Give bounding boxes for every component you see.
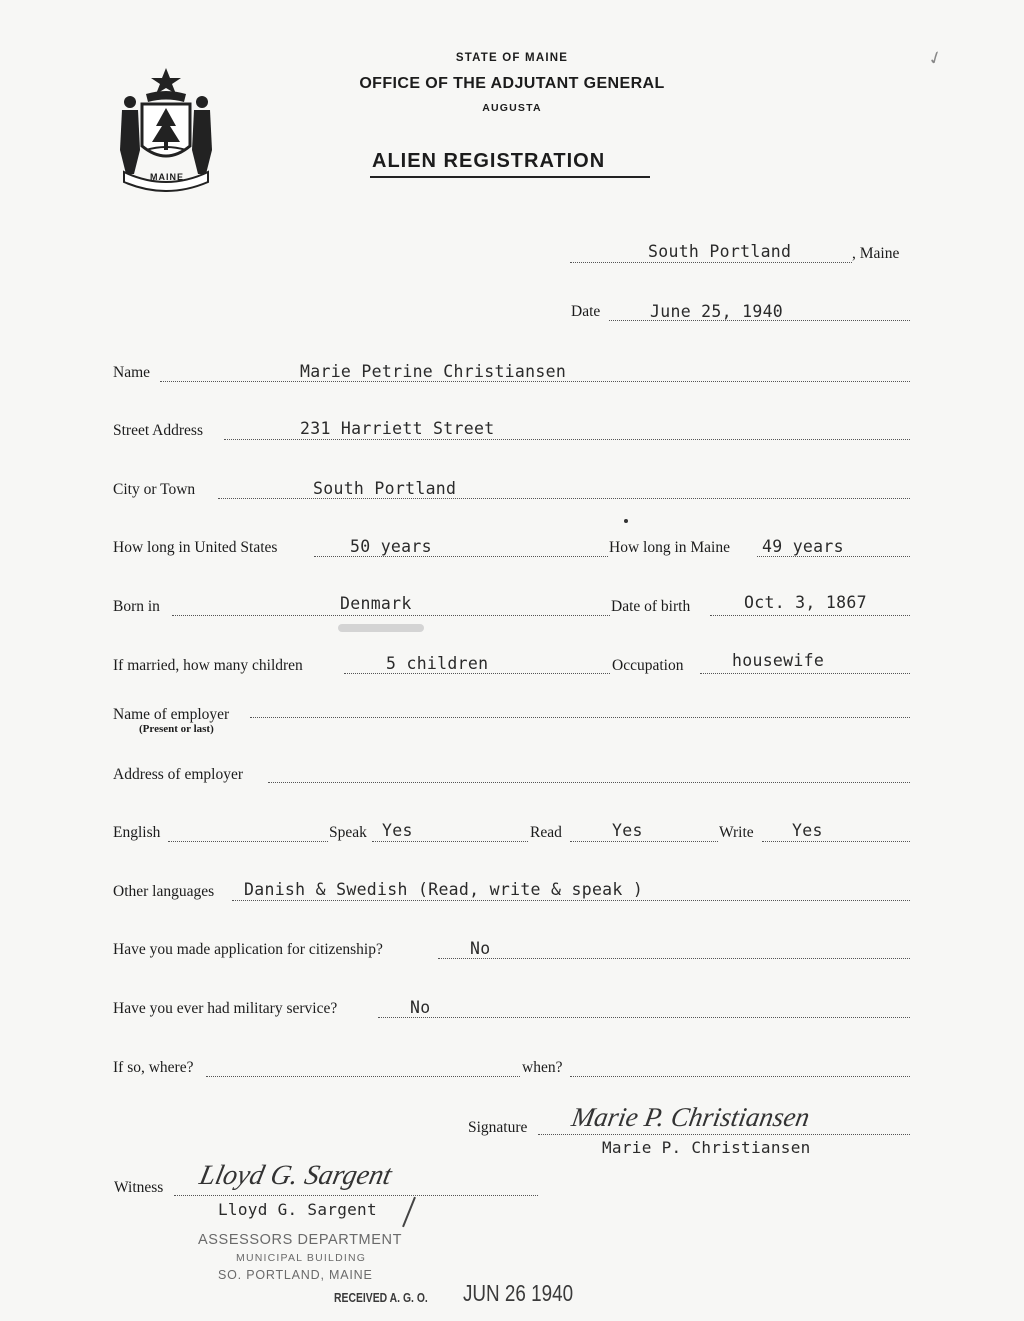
children-value: 5 children	[386, 654, 489, 673]
check-mark-icon: ✓	[924, 46, 946, 71]
street-label: Street Address	[113, 422, 203, 439]
maine-duration-dots	[757, 556, 910, 557]
write-dots	[762, 841, 910, 842]
employer-sublabel: (Present or last)	[139, 723, 214, 735]
received-stamp-prefix: RECEIVED A. G. O.	[334, 1290, 428, 1305]
name-label: Name	[113, 364, 151, 381]
place-suffix: , Maine	[852, 245, 900, 262]
occupation-label: Occupation	[612, 657, 684, 674]
city-dots	[218, 498, 910, 499]
dob-dots	[710, 615, 910, 616]
speak-dots	[372, 841, 528, 842]
name-dots	[160, 381, 910, 382]
us-duration-dots	[314, 556, 608, 557]
speak-label: Speak	[329, 824, 367, 841]
dob-label: Date of birth	[611, 598, 691, 615]
where-dots	[206, 1076, 520, 1077]
signature-typed: Marie P. Christiansen	[602, 1138, 811, 1157]
born-in-label: Born in	[113, 598, 160, 615]
children-dots	[344, 673, 610, 674]
place-value: South Portland	[648, 242, 792, 261]
header-state: STATE OF MAINE	[455, 52, 569, 64]
witness-dots	[174, 1195, 538, 1196]
other-languages-label: Other languages	[113, 883, 215, 900]
stamp-line-3: SO. PORTLAND, MAINE	[218, 1268, 373, 1282]
employer-dots	[250, 717, 910, 718]
received-stamp-date: JUN 26 1940	[463, 1280, 574, 1306]
date-value: June 25, 1940	[650, 302, 784, 321]
read-dots	[570, 841, 718, 842]
witness-typed: Lloyd G. Sargent	[218, 1200, 377, 1219]
header-office: OFFICE OF THE ADJUTANT GENERAL	[359, 75, 665, 92]
speak-value: Yes	[382, 821, 413, 840]
place-dots	[570, 262, 852, 263]
when-label: when?	[522, 1059, 563, 1076]
employer-label: Name of employer	[113, 706, 230, 723]
us-duration-label: How long in United States	[113, 539, 278, 556]
read-label: Read	[530, 824, 562, 841]
other-languages-dots	[232, 900, 910, 901]
signature-handwritten: Marie P. Christiansen	[569, 1102, 812, 1132]
street-value: 231 Harriett Street	[300, 419, 495, 438]
military-label: Have you ever had military service?	[113, 1000, 338, 1017]
when-dots	[570, 1076, 910, 1077]
city-value: South Portland	[313, 479, 457, 498]
other-languages-value: Danish & Swedish (Read, write & speak )	[244, 880, 644, 899]
citizenship-label: Have you made application for citizenship?	[113, 941, 383, 958]
stray-mark	[624, 519, 628, 523]
witness-label: Witness	[114, 1179, 164, 1196]
english-dots	[168, 841, 328, 842]
signature-label: Signature	[468, 1119, 528, 1136]
read-value: Yes	[612, 821, 643, 840]
name-value: Marie Petrine Christiansen	[300, 362, 567, 381]
witness-slash	[402, 1197, 416, 1227]
write-value: Yes	[792, 821, 823, 840]
born-in-dots	[172, 615, 610, 616]
military-value: No	[410, 998, 431, 1017]
english-label: English	[113, 824, 161, 841]
citizenship-dots	[438, 958, 910, 959]
street-dots	[224, 439, 910, 440]
seal-ribbon-text: MAINE	[150, 172, 184, 182]
maine-duration-value: 49 years	[762, 537, 844, 556]
witness-handwritten: Lloyd G. Sargent	[196, 1160, 395, 1191]
city-label: City or Town	[113, 481, 196, 498]
dob-value: Oct. 3, 1867	[744, 593, 867, 612]
citizenship-value: No	[470, 939, 491, 958]
us-duration-value: 50 years	[350, 537, 432, 556]
employer-address-label: Address of employer	[113, 766, 243, 783]
signature-dots	[538, 1134, 910, 1135]
employer-address-dots	[268, 782, 910, 783]
where-label: If so, where?	[113, 1059, 194, 1076]
children-label: If married, how many children	[113, 657, 303, 674]
write-label: Write	[719, 824, 754, 841]
occupation-value: housewife	[732, 651, 825, 670]
date-label: Date	[571, 303, 601, 320]
military-dots	[378, 1017, 910, 1018]
correction-smudge	[338, 624, 424, 632]
title-underline	[370, 176, 650, 178]
born-in-value: Denmark	[340, 594, 412, 613]
stamp-line-1: ASSESSORS DEPARTMENT	[198, 1232, 403, 1248]
header-city: AUGUSTA	[482, 102, 542, 114]
form-title: ALIEN REGISTRATION	[372, 150, 606, 172]
stamp-line-2: MUNICIPAL BUILDING	[236, 1252, 367, 1264]
occupation-dots	[700, 673, 910, 674]
maine-duration-label: How long in Maine	[609, 539, 730, 556]
